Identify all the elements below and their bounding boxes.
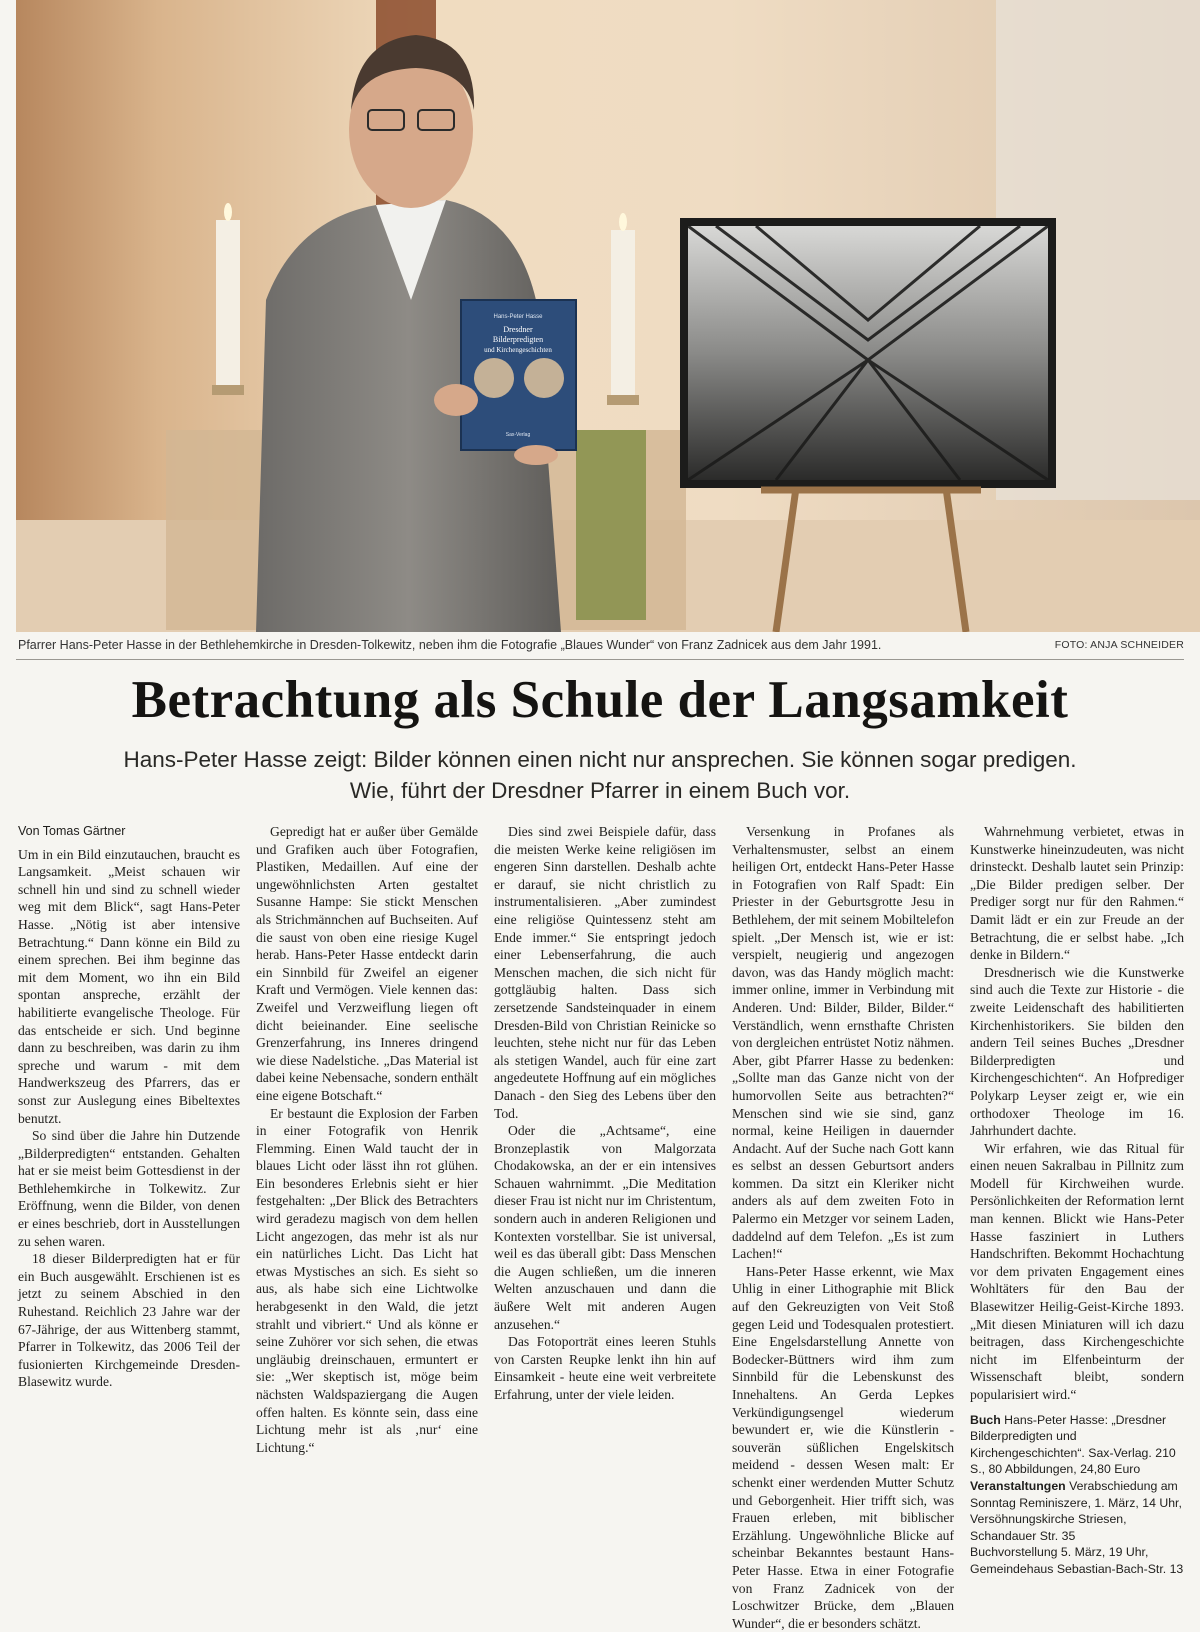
events-info-text: Verabschiedung am Sonntag Reminiszere, 1. März, 14 Uhr, Versöhnungskirche Striesen, Schandauer Str. 35	[970, 1478, 1182, 1543]
paragraph: Um in ein Bild einzutauchen, braucht es Langsamkeit. „Meist schauen wir schnell hin und sind zu schnell wieder weg mit dem Blick“, sagt Hans-Peter Hasse. „Nötig ist aber intensive Betrachtung.“ Dann könne ein Bild zu einem sprechen. Bei ihm beginne das mit dem Moment, wo ihn ein Bild spontan anspreche, erzählt der habilitierte evangelische Theologe. Für das entscheide er sich. Und beginne dann zu beschreiben, was darin zu ihm spreche und warum - mit dem Handwerkszeug des Pfarrers, das er sonst zur Auslegung eines Bibeltextes benutzt.	[18, 846, 240, 1126]
book-info-text: Hans-Peter Hasse: „Dresdner Bilderpredigten und Kirchengeschichten“. Sax-Verlag. 210 S., 80 Abbildungen, 24,80 Euro	[970, 1412, 1176, 1477]
caption-text: Pfarrer Hans-Peter Hasse in der Bethlehemkirche in Dresden-Tolkewitz, neben ihm die Fotografie „Blaues Wunder“ von Franz Zadnicek aus dem Jahr 1991.	[18, 638, 882, 652]
headline: Betrachtung als Schule der Langsamkeit	[131, 671, 1069, 729]
book-author-text: Hans-Peter Hasse	[493, 314, 543, 320]
book-title-line3: und Kirchengeschichten	[484, 346, 552, 354]
column-1	[18, 823, 240, 1391]
paragraph: So sind über die Jahre hin Dutzende „Bilderpredigten“ entstanden. Gehalten hat er sie meist beim Gottesdienst in der Bethlehemkirche in Tolkewitz. Zur Eröffnung, wenn die Bilder, von denen er eines beschrieb, dort in Ausstellungen zu sehen waren.	[18, 1128, 240, 1249]
paragraph: Hans-Peter Hasse erkennt, wie Max Uhlig in einer Lithographie mit Blick auf den Gekreuzigten von Veit Stoß gegen Leid und Todesqualen protestiert. Eine Engelsdarstellung Annette von Bodecker-Büttners wird ihm zum Sinnbild für die Lebenskunst des Innehaltens. An Gerda Lepkes Verkündigungsengel wiederum bewundert er, wie die Künstlerin - souverän süßlichen Engelskitsch meidend - dessen Wesen malt: Er schenkt einer werdenden Mutter Schutz und Geborgenheit. Hier trifft sich, was Frauen erleben, mit biblischer Erzählung. Ungewöhnliche Blicke auf scheinbar Bekanntes bestaunt Hans-Peter Hasse. Etwa in einer Fotografie von Franz Zadnicek von der Loschwitzer Brücke, dem „Blauen Wunder“, die er besonders schätzt.	[732, 1263, 954, 1631]
events-info	[970, 1478, 1184, 1544]
photo-credit: FOTO: ANJA SCHNEIDER	[1054, 639, 1184, 651]
subheadline-line-1: Hans-Peter Hasse zeigt: Bilder können einen nicht nur ansprechen. Sie können sogar predigen.	[123, 747, 1077, 772]
paragraph: Wir erfahren, wie das Ritual für einen neuen Sakralbau in Pillnitz zum Modell für Kirchweihen wurde. Persönlichkeiten der Reformation lernt man kennen. Blickt wie Hans-Peter Hasse fasziniert in Luthers Handschriften. Bekommt Hochachtung vor dem privaten Engagement eines Wohltäters für den Bau der Blasewitzer Heilig-Geist-Kirche 1893. „Mit diesen Miniaturen will ich dazu beitragen, dass Kirchengeschichte nicht im Elfenbeinturm der Wissenschaft bleibt, sondern popularisiert wird.“	[970, 1140, 1184, 1402]
book-label: Buch	[970, 1412, 1001, 1427]
info-box	[970, 1412, 1184, 1578]
book-info	[970, 1412, 1184, 1478]
photo-caption	[18, 634, 1184, 656]
book-title-line2: Bilderpredigten	[492, 335, 544, 344]
paragraph: Versenkung in Profanes als Verhaltensmuster, selbst an einem heiligen Ort, entdeckt Hans-Peter Hasse in Fotografien von Ralf Spadt: Ein Priester in der Geburtsgrotte Jesu in Bethlehem, der mit seinem Mobiltelefon spielt. „Der Mensch ist, wie er ist: verspielt, neugierig und angezogen davon, was das Handy möglich macht: immer online, immer in Verbindung mit Anderen. Und: Bilder, Bilder, Bilder.“ Verständlich, wenn ernsthafte Christen von dergleichen entrüstet Notiz nähmen. Aber, gibt Pfarrer Hasse zu bedenken: „Sollte man das Ganze nicht von der humorvollen Seite aus betrachten?“ Menschen sind wie sie sind, ganz normal, keine Heiligen in dauernder Andacht. Auf der Suche nach Gott kann es selbst an dessen Geburtsort anders kommen. Da sitzt ein Kleriker nicht anders als auf dem zweiten Foto in Palermo ein Metzger vor seinem Laden, daddelnd auf dem Telefon. „Es ist zum Lachen!“	[732, 824, 954, 1262]
subheadline	[0, 744, 1200, 806]
subheadline-line-2: Wie, führt der Dresdner Pfarrer in einem Buch vor.	[349, 778, 851, 803]
column-3	[494, 823, 716, 1404]
paragraph: Dies sind zwei Beispiele dafür, dass die meisten Werke keine religiösen im engeren Sinn darstellen. Deshalb achte er darauf, sie nicht christlich zu instrumentalisieren. „Aber zumindest eine religiöse Quintessenz steht am Ende immer.“ Sie entspringt jedoch einer Lebenserfahrung, die auch Menschen machen, die sich nicht für gottgläubig halten. Dass sich zersetzende Sandsteinquader in einem Dresden-Bild von Christian Reinicke so leuchten, stehe nicht nur für das Leben als stetigen Wandel, auch für eine zart angedeutete Hoffnung auf ein mögliches Danach - den Sieg des Lebens über den Tod.	[494, 824, 716, 1121]
paragraph: Wahrnehmung verbietet, etwas in Kunstwerke hineinzudeuten, was nicht drinsteckt. Deshalb lautet sein Prinzip: „Die Bilder predigen selber. Der Prediger sorgt nur für den Rahmen.“ Damit lädt er ein zur Freude an der Betrachtung, die er selbst habe. „Ich denke in Bildern.“	[970, 824, 1184, 963]
paragraph: Oder die „Achtsame“, eine Bronzeplastik von Malgorzata Chodakowska, an der er ein intensives Schauen wahrnimmt. „Die Meditation dieser Frau ist nicht nur im Christentum, sondern auch in anderen Religionen und Kontexten vorstellbar. Sie ist universal, weil es das überall gibt: Dass Menschen die Augen schließen, um die inneren Welten anzuschauen und dann die äußere Welt mit anderen Augen anzusehen.“	[494, 1123, 716, 1332]
book-title-line1: Dresdner	[503, 325, 533, 334]
paragraph: 18 dieser Bilderpredigten hat er für ein Buch ausgewählt. Erschienen ist es jetzt zu seinem Abschied in den Ruhestand. Reichlich 23 Jahre war der 67-Jährige, der aus Wittenberg stammt, Pfarrer in Tolkewitz, das 2006 Teil der fusionierten Kirchgemeinde Dresden-Blasewitz wurde.	[18, 1251, 240, 1390]
column-5	[970, 823, 1184, 1578]
events-label: Veranstaltungen	[970, 1478, 1066, 1493]
article-photo	[16, 0, 1200, 632]
column-2	[256, 823, 478, 1456]
paragraph: Dresdnerisch wie die Kunstwerke sind auch die Texte zur Historie - die zweite Leidenschaft des habilitierten Kirchenhistorikers. Sie bilden den andern Teil seines Buches „Dresdner Bilderpredigten und Kirchengeschichten“. An Hofprediger Polykarp Leyser zeigt er, wie ein orthodoxer Theologe im 16. Jahrhundert dachte.	[970, 964, 1184, 1139]
divider	[16, 659, 1184, 660]
byline: Von Tomas Gärtner	[18, 824, 126, 838]
column-4	[732, 823, 954, 1632]
photo-illustration	[16, 0, 1200, 632]
paragraph: Gepredigt hat er außer über Gemälde und Grafiken auch über Fotografien, Plastiken, Medaillen. Auf eine der ungewöhnlichsten Arten gestaltet Susanne Hampe: Sie stickt Menschen als Strichmännchen auf Buchseiten. Auf die saust von oben eine riesige Kugel herab. Hans-Peter Hasse entdeckt darin ein Sinnbild für Zweifel an eigener Kraft und Vermögen. Viele kennen das: Zweifel und Verzweiflung liegen oft dicht beieinander. Eine seelische Grenzerfahrung, ins Inneres dringend wie diese Nadelstiche. „Das Material ist dabei keine Nebensache, sondern enthält eine eigene Botschaft.“	[256, 824, 478, 1103]
paragraph: Er bestaunt die Explosion der Farben in einer Fotografik von Henrik Flemming. Einen Wald taucht der in blaues Licht oder lässt ihn rot glühen. Ein besonderes Erlebnis sieht er hier festgehalten: „Der Blick des Betrachters wird geradezu magisch von dem hellen Licht angezogen, das mehr ist als nur ein natürliches Licht. Das Licht hat etwas Mystisches an sich. Es sieht so aus, als habe sich eine Lichtwolke herabgesenkt in den Wald, die jetzt strahlt und vibriert.“ Und als könne er seine Zuhörer vor sich sehen, die etwas ungläubig dreinschauen, ermuntert er sie: „Wer skeptisch ist, möge beim nächsten Waldspaziergang die Augen offen halten. Es könnte sein, dass eine Lichtung mehr ist als ‚nur‘ eine Lichtung.“	[256, 1105, 478, 1455]
reading-info: Buchvorstellung 5. März, 19 Uhr, Gemeindehaus Sebastian-Bach-Str. 13	[970, 1545, 1184, 1576]
paragraph: Das Fotoporträt eines leeren Stuhls von Carsten Reupke lenkt ihn hin auf Einsamkeit - heute eine weit verbreitete Erfahrung, unter der viele leiden.	[494, 1334, 716, 1402]
book-publisher-text: Sax-Verlag	[505, 432, 531, 438]
